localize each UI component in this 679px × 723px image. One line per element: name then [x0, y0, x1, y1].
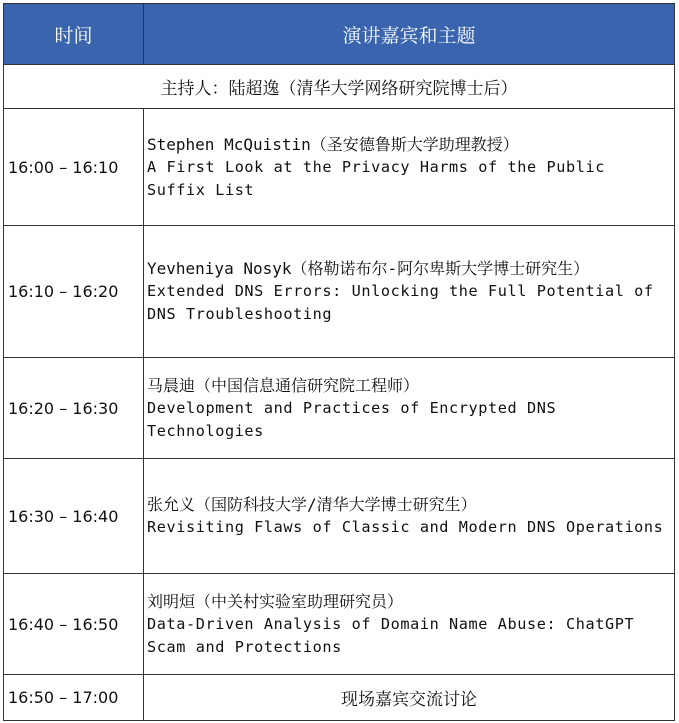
session-speaker: 马晨迪（中国信息通信研究院工程师） [147, 375, 420, 395]
session-time: 16:20 – 16:30 [4, 358, 144, 459]
session-talk [144, 459, 675, 574]
closing-label: 现场嘉宾交流讨论 [144, 675, 675, 721]
header-topic: 演讲嘉宾和主题 [144, 4, 675, 65]
closing-time: 16:50 – 17:00 [4, 675, 144, 721]
table-row [4, 459, 675, 574]
session-talk [144, 226, 675, 358]
session-talk [144, 574, 675, 675]
session-time: 16:00 – 16:10 [4, 109, 144, 226]
table-row [4, 574, 675, 675]
table-row [4, 109, 675, 226]
session-speaker: Yevheniya Nosyk（格勒诺布尔-阿尔卑斯大学博士研究生） [147, 259, 590, 278]
session-time: 16:40 – 16:50 [4, 574, 144, 675]
session-speaker: 张允义（国防科技大学/清华大学博士研究生） [147, 495, 477, 514]
session-title: Data-Driven Analysis of Domain Name Abuse: ChatGPT Scam and Protections [147, 614, 635, 656]
session-time: 16:30 – 16:40 [4, 459, 144, 574]
session-talk [144, 358, 675, 459]
session-title: Extended DNS Errors: Unlocking the Full Potential of DNS Troubleshooting [147, 282, 654, 323]
session-title: Revisiting Flaws of Classic and Modern DNS Operations [147, 518, 664, 536]
session-time: 16:10 – 16:20 [4, 226, 144, 358]
closing-row [4, 675, 675, 721]
table-header-row [4, 4, 675, 65]
header-time: 时间 [4, 4, 144, 65]
host-row [4, 65, 675, 109]
schedule-sheet [3, 3, 674, 719]
table-row [4, 226, 675, 358]
session-speaker: 刘明烜（中关村实验室助理研究员） [147, 591, 404, 611]
host-text: 主持人：陆超逸（清华大学网络研究院博士后） [4, 65, 675, 109]
schedule-table [3, 3, 675, 721]
table-row [4, 358, 675, 459]
session-title: Development and Practices of Encrypted DNS Technologies [147, 398, 557, 440]
session-talk [144, 109, 675, 226]
session-speaker: Stephen McQuistin（圣安德鲁斯大学助理教授） [147, 134, 519, 154]
session-title: A First Look at the Privacy Harms of the Public Suffix List [147, 157, 605, 199]
